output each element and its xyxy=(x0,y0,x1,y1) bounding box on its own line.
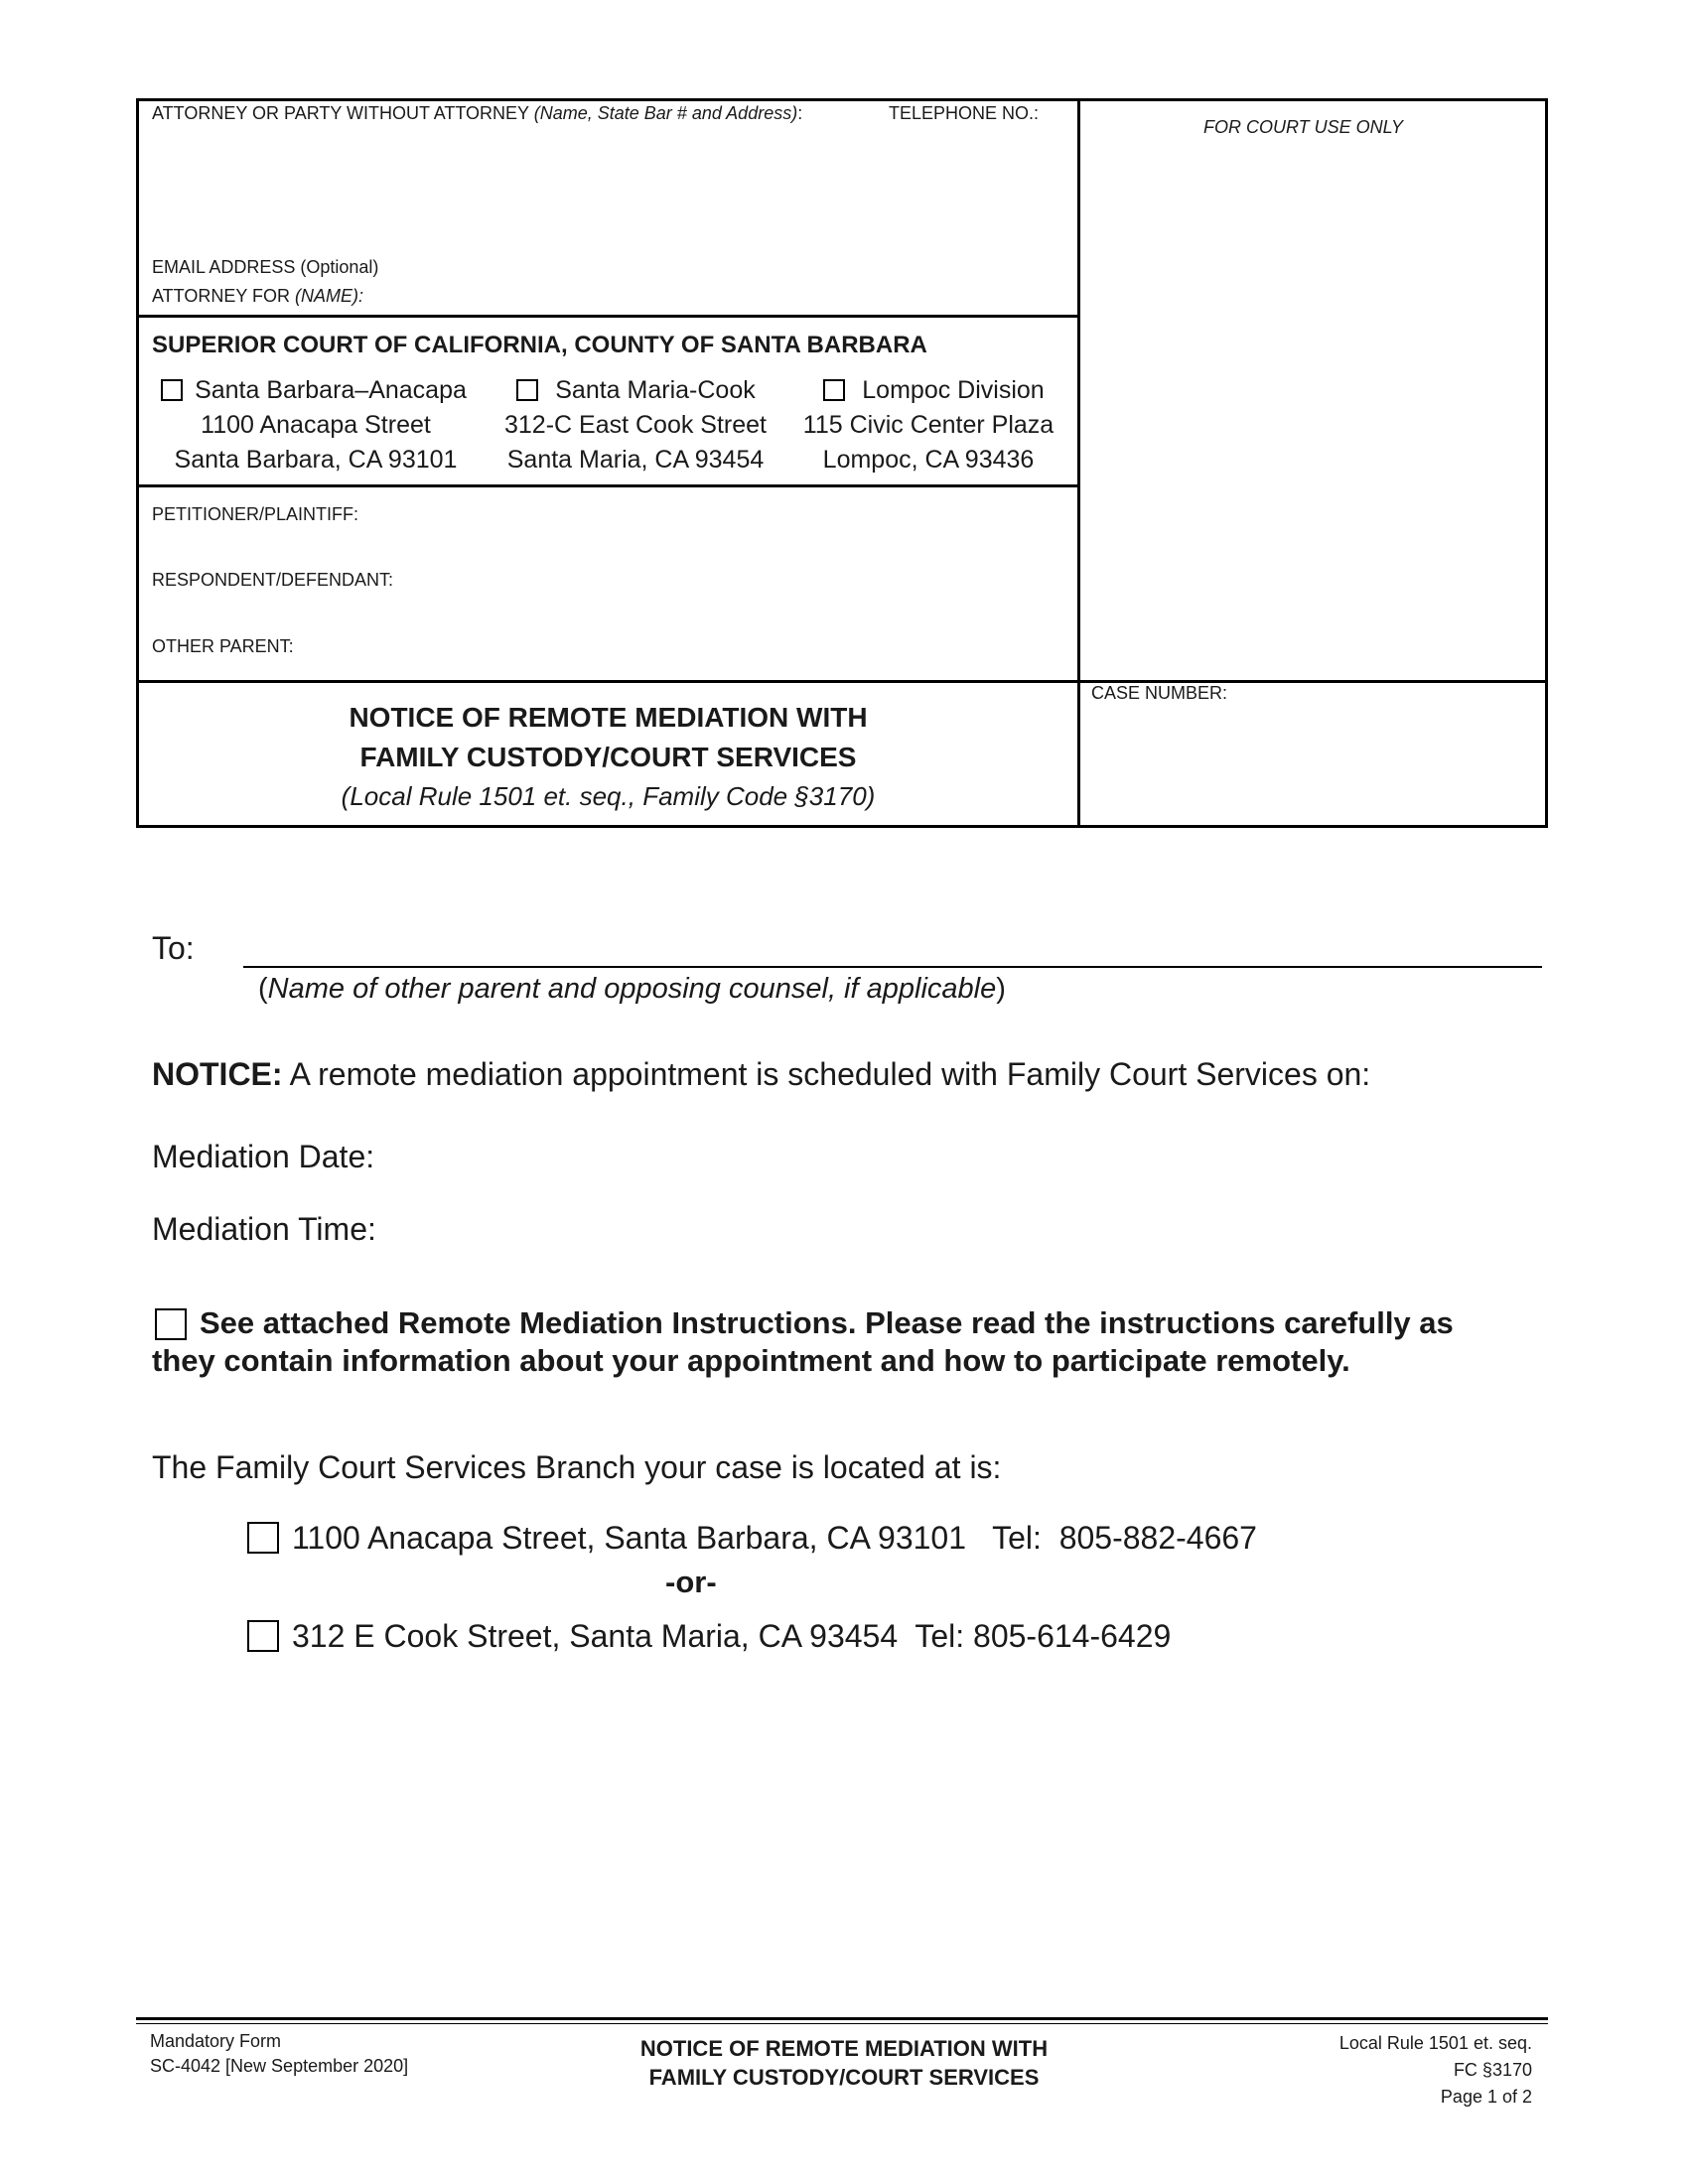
footer-title: NOTICE OF REMOTE MEDIATION WITH FAMILY CUSTODY/COURT SERVICES xyxy=(639,2036,1049,2090)
court-street-lompoc: 115 Civic Center Plaza xyxy=(802,411,1055,439)
other-parent-label: OTHER PARENT: xyxy=(152,636,294,656)
to-hint: (Name of other parent and opposing counsel, if applicable) xyxy=(258,973,1006,1005)
caption-divider-parties xyxy=(136,680,1548,683)
court-street-santa-maria: 312-C East Cook Street xyxy=(503,411,767,439)
court-name-santa-maria: Santa Maria-Cook xyxy=(555,376,756,404)
footer-rule-thin xyxy=(136,2023,1548,2024)
telephone-label: TELEPHONE NO.: xyxy=(889,103,1040,123)
caption-divider-court xyxy=(136,484,1079,487)
court-santa-barbara xyxy=(162,373,470,478)
footer-mandatory: Mandatory Form xyxy=(150,2031,282,2051)
email-label: EMAIL ADDRESS (Optional) xyxy=(152,257,379,277)
court-name-santa-barbara: Santa Barbara–Anacapa xyxy=(195,376,467,404)
caption-border-right xyxy=(1545,98,1548,828)
respondent-label: RESPONDENT/DEFENDANT: xyxy=(152,570,394,590)
branch-checkbox-santa-maria[interactable] xyxy=(247,1620,279,1652)
court-name: SUPERIOR COURT OF CALIFORNIA, COUNTY OF SANTA BARBARA xyxy=(152,332,927,358)
mediation-date-label: Mediation Date: xyxy=(152,1139,375,1174)
caption-border-bottom xyxy=(136,825,1548,828)
court-name-lompoc: Lompoc Division xyxy=(862,376,1045,404)
court-city-santa-barbara: Santa Barbara, CA 93101 xyxy=(174,446,458,474)
footer-rule-thick xyxy=(136,2017,1548,2020)
branch-checkbox-santa-barbara[interactable] xyxy=(247,1522,279,1554)
footer-fc: FC §3170 xyxy=(1453,2060,1532,2080)
court-santa-maria xyxy=(496,373,774,478)
footer-rule: Local Rule 1501 et. seq. xyxy=(1338,2033,1532,2053)
court-lompoc xyxy=(794,373,1062,478)
footer-page: Page 1 of 2 xyxy=(1440,2087,1532,2107)
to-field-line[interactable] xyxy=(243,966,1542,968)
form-title-line3: (Local Rule 1501 et. seq., Family Code §3170) xyxy=(341,781,876,811)
form-title xyxy=(139,698,1077,815)
petitioner-label: PETITIONER/PLAINTIFF: xyxy=(152,504,359,524)
court-use-label: FOR COURT USE ONLY xyxy=(1203,117,1404,137)
caption-border-top xyxy=(136,98,1548,101)
court-city-santa-maria: Santa Maria, CA 93454 xyxy=(506,446,765,474)
branch-intro: The Family Court Services Branch your case is located at is: xyxy=(152,1449,1002,1485)
form-title-line2: FAMILY CUSTODY/COURT SERVICES xyxy=(359,742,857,772)
footer-left xyxy=(150,2029,408,2079)
to-label: To: xyxy=(152,930,195,966)
caption-divider-vertical xyxy=(1077,98,1080,828)
caption-divider-attorney xyxy=(136,315,1079,318)
branch-santa-maria: 312 E Cook Street, Santa Maria, CA 93454 Tel: 805-614-6429 xyxy=(292,1618,1172,1654)
footer-form-number: SC-4042 [New September 2020] xyxy=(150,2056,409,2076)
attorney-label: ATTORNEY OR PARTY WITHOUT ATTORNEY (Name, State Bar # and Address): xyxy=(152,103,803,123)
footer-right xyxy=(1231,2030,1532,2111)
instructions-text: See attached Remote Mediation Instructions. Please read the instructions carefully as they contain information about your appointment and how to participate remotely. xyxy=(152,1305,1454,1378)
notice-statement: NOTICE: A remote mediation appointment is scheduled with Family Court Services on: xyxy=(152,1056,1371,1092)
branch-santa-barbara: 1100 Anacapa Street, Santa Barbara, CA 93101 Tel: 805-882-4667 xyxy=(292,1520,1257,1556)
form-title-line1: NOTICE OF REMOTE MEDIATION WITH xyxy=(349,702,868,733)
attorney-for-label: ATTORNEY FOR (NAME): xyxy=(152,286,364,306)
mediation-time-label: Mediation Time: xyxy=(152,1211,376,1247)
notice-bold: NOTICE: xyxy=(152,1056,283,1092)
court-city-lompoc: Lompoc, CA 93436 xyxy=(822,446,1035,474)
court-street-santa-barbara: 1100 Anacapa Street xyxy=(201,411,431,439)
or-separator: -or- xyxy=(665,1565,717,1599)
case-number-label: CASE NUMBER: xyxy=(1091,683,1228,703)
